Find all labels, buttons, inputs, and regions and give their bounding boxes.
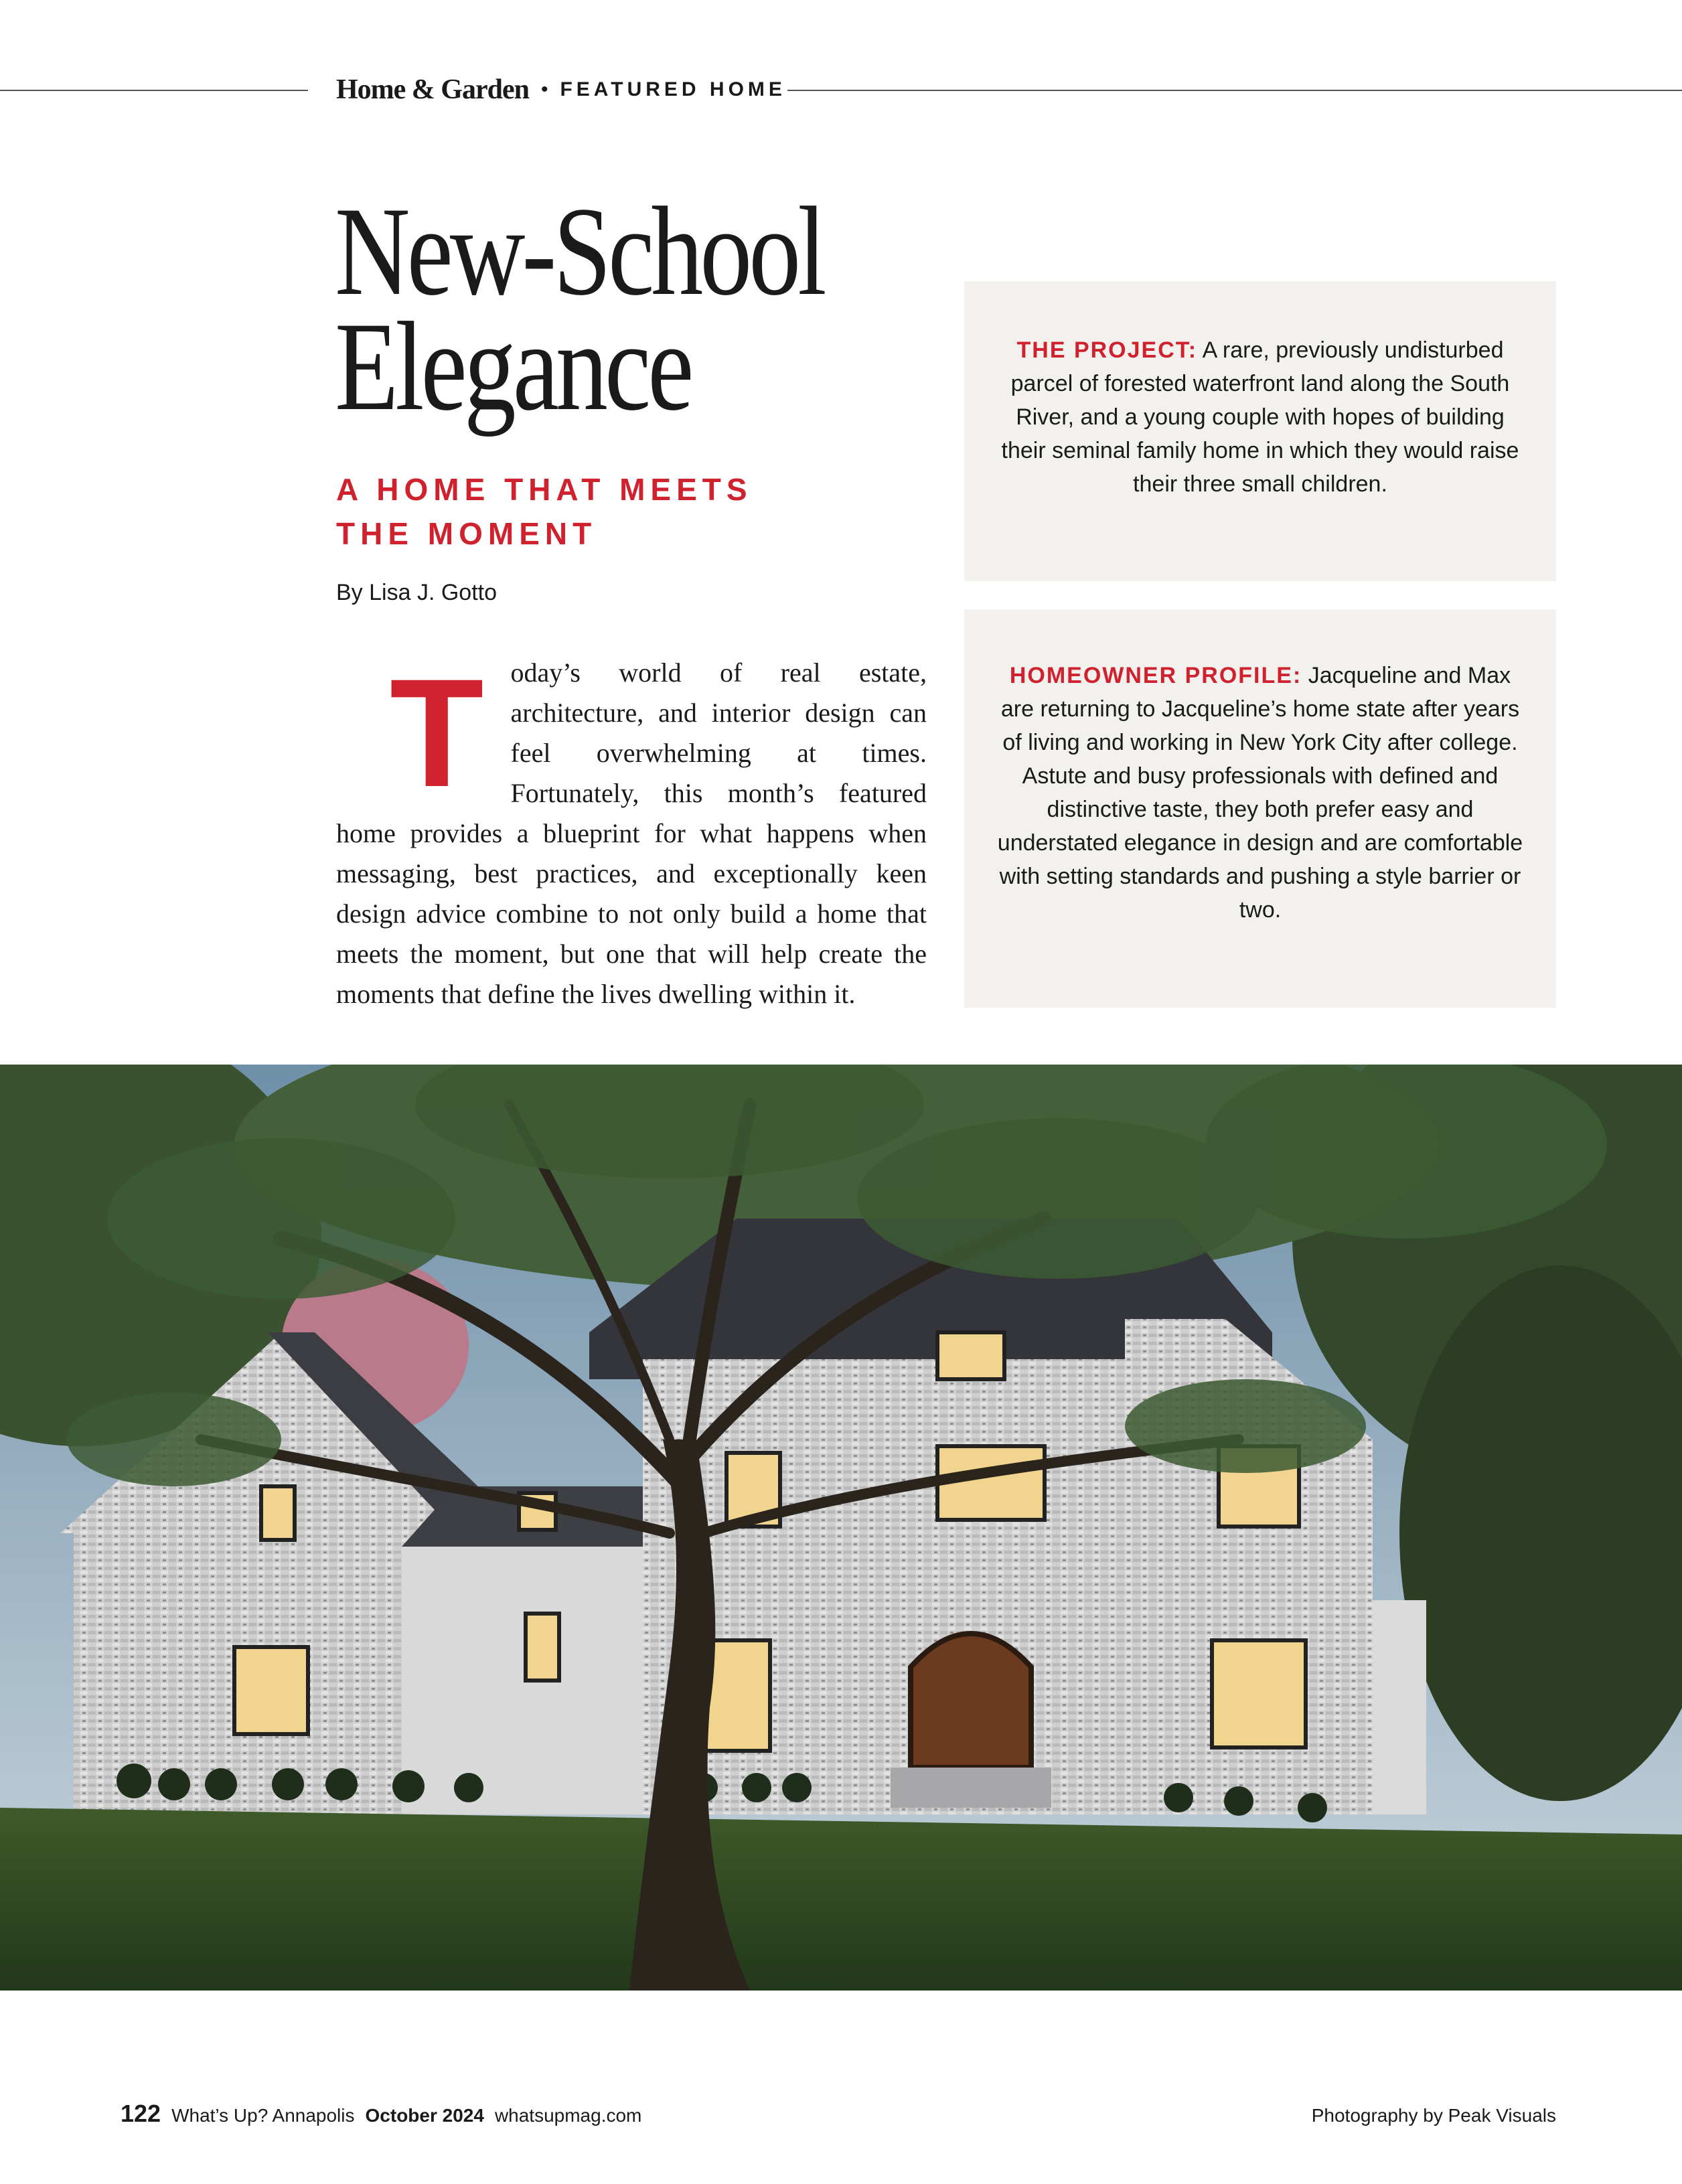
subtitle-line-1: A HOME THAT MEETS [336, 472, 753, 507]
section-header [336, 70, 786, 110]
header-rule-left [0, 90, 308, 91]
body-paragraph: oday’s world of real estate, architecture, and interior design can feel overwhelming at times. Fortunately, this month’s featured home provides a blueprint for what happens when messaging, best practices, and exceptionally keen design advice combine to not only build a home that meets the moment, but one that will help create the moments that define the lives dwelling within it. [336, 657, 927, 1009]
publication-section: Home & Garden [336, 74, 529, 105]
profile-text: Jacqueline and Max are returning to Jacqueline’s home state after years of living and working in New York City after college. Astute and busy professionals with defined and distinctive taste, they both prefer easy and understated elegance in design and are comfortable with setting standards and pushing a style barrier or two. [997, 663, 1523, 923]
page-number: 122 [121, 2100, 161, 2127]
title-line-1: New-School [335, 181, 824, 322]
magazine-name: What’s Up? Annapolis [171, 2105, 355, 2126]
project-text: A rare, previously undisturbed parcel of forested waterfront land along the South River, and a young couple with hopes of building their seminal family home in which they would raise their three small children. [1001, 337, 1519, 497]
website: whatsupmag.com [494, 2105, 642, 2126]
section-label: FEATURED HOME [560, 78, 786, 100]
profile-label: HOMEOWNER PROFILE: [1009, 663, 1302, 688]
house-photo [0, 1065, 1682, 1991]
byline: By Lisa J. Gotto [336, 580, 497, 605]
title-line-2: Elegance [335, 297, 691, 437]
project-label: THE PROJECT: [1016, 337, 1198, 363]
header-rule-right [787, 90, 1682, 91]
project-sidebar [964, 281, 1556, 581]
issue-date: October 2024 [365, 2105, 484, 2126]
photo-credit: Photography by Peak Visuals [1311, 2105, 1556, 2126]
house-photo-illustration [0, 1065, 1682, 1991]
subtitle-line-2: THE MOMENT [336, 516, 597, 551]
article-title [335, 181, 824, 437]
header-separator: • [540, 78, 548, 100]
page-footer [121, 2100, 641, 2128]
homeowner-profile-sidebar [964, 609, 1556, 1008]
drop-cap: T [390, 647, 484, 819]
article-body [336, 647, 927, 1014]
article-subtitle [336, 467, 845, 556]
